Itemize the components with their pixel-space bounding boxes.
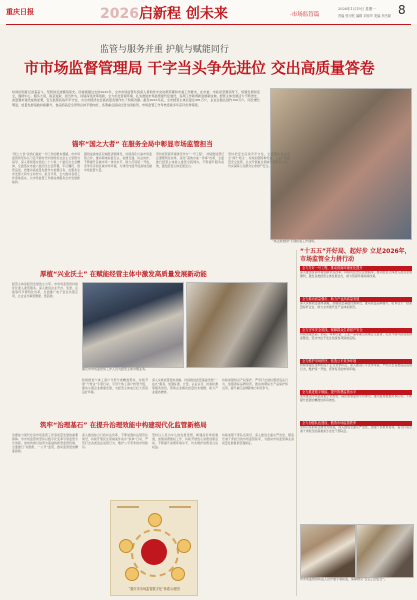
side-item-body: 持续加强食品、药品、特种设备、工业产品等重点领域安全监管，扎实开展风险隐患排查整治，坚决守住不发生系统性风险的底线。 <box>300 333 412 340</box>
section-3-col-3: 坚持以人民为中心的发展思想，畅通投诉举报渠道，加强消费维权工作，持续开展放心消费创建活动，不断提升消费环境水平，切实维护消费者合法权益。 <box>152 433 218 449</box>
infographic-node <box>148 513 162 527</box>
photo-mid-left <box>82 282 184 368</box>
section-1-col-3: 坚持把营商环境建设作为“一号工程”，持续推进登记注册便利化改革，深化“高效办成一件事”改革，全面推行经营主体准入准营全程网办，不断提升服务质效，激发经营主体发展活力。 <box>156 152 224 168</box>
side-item <box>300 390 412 419</box>
banner-year: 2026 <box>100 6 139 22</box>
side-item <box>300 297 412 326</box>
side-item <box>300 421 412 450</box>
side-item-title: 全力守牢安全底线，保障群众生命财产安全 <box>300 328 412 333</box>
editor-credits: 责编 张可钦 编辑 刘伟华 美编 李杰颖 <box>338 14 391 18</box>
banner-text: 启新程 创未来 <box>138 6 228 22</box>
section-3-col-2: 深入推进综合行政执法改革，不断加强执法规范化建设，持续开展民生领域案件查办“铁拳”行动，严厉打击各类违法违规行为，维护公平竞争的市场秩序。 <box>82 433 148 449</box>
dateline: 2026年1月19日 星期一 <box>338 7 376 11</box>
section-head-2: 厚植“兴业沃土” 在赋能经营主体中激发高质量发展新动能 <box>40 270 207 278</box>
infographic-block <box>169 506 191 508</box>
side-item-title: 全力维护市场秩序，营造公平竞争环境 <box>300 359 412 364</box>
intro-paragraph: 时间的刻度记录着奋斗，坚毅的足迹镌刻荣光。回首刚刚过去的2025年，全市市场监管系统深入贯彻党中央决策部署和市委工作要求，在市委、市政府坚强领导下，统筹发展和安全，围绕中心、服务大局，锐意进取、担当作为，持续深化改革创新，全力优化营商环境，扎实推进市场监管现代化建设，各项工作取得新进展新成效。经营主体发展活力不断迸发，质量强市建设成效显著，安全监管底线牢牢守住，为全市经济社会高质量发展作出了积极贡献。截至2025年底，全市经营主体总量达381万户，企业总数达到约100万户，同比增长明显，质量发展指数持续攀升，食品药品安全形势总体平稳向好，各项重点指标位居全国前列，市场监管工作考核连续多年获评优秀等级。 <box>12 90 260 107</box>
section-1-col-1: “国之大者”是我们做好一切工作的根本遵循。市市场监管局坚持以习近平新时代中国特色社会主义思想为指导，深入贯彻落实党的二十大和二十届历次全会精神，全面落实市委六届历次全会部署，牢记嘱托、感恩奋进，把推动高质量发展作为首要任务，在服务全市发展大局中主动作为、担当尽责，全力推动各项工作落地落实，以市场监管工作新成效服务全市发展新格局。 <box>12 152 80 184</box>
photo-side-bottom-left <box>300 524 356 578</box>
section-2-col-3: 深入实施质量强市战略，持续推进质量基础设施“一站式”服务，加强标准、计量、认证认可、检验检测等服务供给，帮助企业解决质量技术难题，助力产业提质增效。 <box>152 378 218 394</box>
infographic <box>110 500 198 596</box>
section-2-col-1: 经营主体是经济发展的主力军。市市场监管局持续优化准入准营服务，深入推进企业开办、变更、注销等环节便利化改革，全面推广电子营业执照应用，让企业办事更便捷、更高效。 <box>12 282 78 298</box>
side-item <box>300 328 412 357</box>
infographic-node <box>171 567 185 581</box>
section-1-col-4: 坚持把安全底线牢牢守住，全面落实食品安全“两个责任”，持续加强特种设备、工业产品质量安全监管，扎实开展重点领域专项整治行动，切实保障人民群众生命财产安全。 <box>228 152 290 168</box>
section-2-col-4: 持续加强知识产权保护，严厉打击侵权假冒违法行为，加强商标品牌培育，推动地理标志产品保护和运用，提升重庆品牌影响力和竞争力。 <box>222 378 288 390</box>
side-column-title: “十五五”开好局、起好步 立足2026年，市场监管全力拼行动 <box>300 248 411 263</box>
masthead-rule <box>6 24 411 25</box>
side-item-body: 持续加强反垄断和反不正当竞争执法，深入推进公平竞争审查，严厉打击各类违法违规行为，维护统一开放、竞争有序的市场环境。 <box>300 364 412 371</box>
infographic-node <box>125 567 139 581</box>
section-3-col-4: 持续加强干部队伍建设，深入推进全面从严治党，锻造忠诚干净担当的市场监管铁军，为推动市场监管事业高质量发展提供坚强保证。 <box>222 433 294 445</box>
section-head-3: 筑牢“治理基石” 在提升治理效能中构建现代化监管新格局 <box>40 421 207 429</box>
infographic-node <box>119 539 133 553</box>
section-label: ·市场监管篇 <box>290 12 320 18</box>
infographic-center <box>141 539 167 565</box>
side-item <box>300 266 412 295</box>
side-item-body: 深入推进营商环境创新试点改革，持续优化登记注册服务，推动经营主体准入准营更加便利，激发各类经营主体发展活力，助力营商环境持续改善。 <box>300 271 412 278</box>
photo-mid-right <box>186 282 288 368</box>
infographic-block <box>117 506 139 508</box>
page-number: 8 <box>398 3 406 17</box>
side-item-title: 全力加强队伍建设，锻造市场监管铁军 <box>300 421 412 426</box>
section-head-1: 锚牢“国之大者” 在服务全局中彰显市场监管担当 <box>72 140 213 148</box>
side-item <box>300 359 412 388</box>
infographic-title: “重庆市市场监管数字化”体系示意图 <box>128 587 180 591</box>
kicker-headline: 监管与服务并重 护航与赋能同行 <box>100 45 229 55</box>
column-divider <box>296 250 297 596</box>
caption-top-right: “执法进校园”专项检查工作现场。 <box>272 239 318 243</box>
caption-side-bottom: 市市场监管局执法人员开展专项检查，保障群众“舌尖上的安全”。 <box>300 577 388 581</box>
photo-side-bottom-right <box>356 524 414 578</box>
side-item-title: 全力推动质量强市，助力产业高质量发展 <box>300 297 412 302</box>
side-item-body: 加快推进市场监管数字化转型，深化智慧监管平台建设，推动监管数据共享应用，不断提升监管的精准性和有效性。 <box>300 395 412 402</box>
main-headline: 市市场监督管理局 干字当头争先进位 交出高质量答卷 <box>24 59 375 77</box>
banner-title <box>100 3 228 21</box>
infographic-node <box>177 539 191 553</box>
section-3-col-1: 治理能力现代化是市场监管工作高质量发展的重要保障。市市场监管局坚持以数字化变革引领监管方式创新，加快构建以信用为基础的新型监管机制，全面推行“双随机、一公开”监管，推动监管更加精准高效。 <box>12 433 78 453</box>
section-2-col-2: 积极推进个体工商户分型分类精准帮扶，持续开展“个转企”专项行动，引导个体工商户转型升级，推动小微企业健康发展，为经营主体成长壮大营造良好环境。 <box>82 378 148 394</box>
photo-top-right <box>270 88 412 240</box>
side-column <box>300 248 412 450</box>
section-1-col-2: 围绕成渝地区双城经济圈建设，持续深化川渝市场监管合作，推动两地标准互认、检测互通、执法协作，不断提升区域市场一体化水平，助力打造统一开放、竞争有序的区域市场环境，为建设内陆开放高地贡献市场监管力量。 <box>84 152 152 172</box>
caption-mid-left: 重庆市市场监管局工作人员为经营主体办理业务。 <box>82 367 149 371</box>
side-item-title: 全力打好一号工程，推动营商环境优化提升 <box>300 266 412 271</box>
side-item-title: 全力推进数字赋能，提升智慧监管水平 <box>300 390 412 395</box>
side-item-body: 坚持以党的政治建设为统领，深入推进全面从严治党，加强干部教育培训，着力打造忠诚干净担当的高素质专业化干部队伍。 <box>300 426 412 433</box>
newspaper-logo: 重庆日报 <box>6 7 34 16</box>
side-item-body: 深入实施质量强市战略，加强质量基础设施建设，推动质量品牌提升，培育壮大一批质量标杆企业，助力全市现代化产业体系建设。 <box>300 302 412 309</box>
